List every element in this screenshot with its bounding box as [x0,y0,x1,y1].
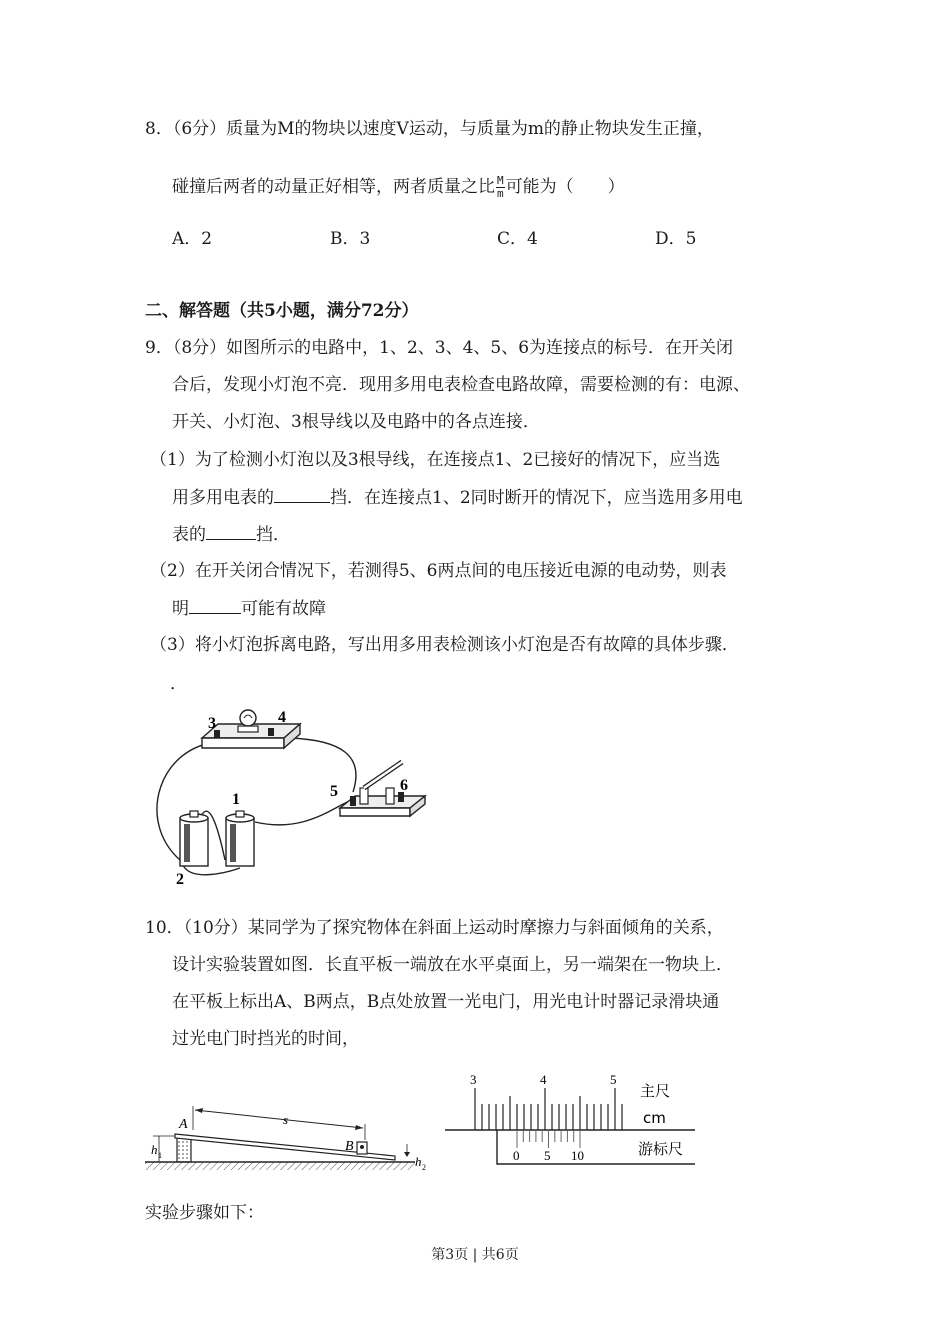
q10-line2: 设计实验装置如图．长直平板一端放在水平桌面上，另一端架在一物块上． [172,955,733,975]
incline-label-s: s [283,1112,289,1127]
main-tick-4: 4 [540,1072,547,1087]
q9-line2: 合后，发现小灯泡不亮．现用多用电表检查电路故障，需要检测的有：电源、 [172,375,750,395]
vernier-tick-0: 0 [513,1148,520,1163]
q9-line1: 9．（8分）如图所示的电路中，1、2、3、4、5、6为连接点的标号．在开关闭 [145,338,734,358]
q9-part1-line3-a: 表的 [172,525,206,545]
label-1: 1 [232,791,240,808]
answer-blank [206,523,256,540]
incline-label-h1-sub: 1 [158,1151,162,1160]
mass-ratio-fraction [496,175,505,200]
incline-label-a: A [179,1117,188,1132]
q9-part1-line2-b: 挡．在连接点1、2同时断开的情况下，应当选用多用电 [330,488,743,508]
q9-line3: 开关、小灯泡、3根导线以及电路中的各点连接． [172,412,540,432]
q8-line2-text-b: 可能为（ ） [505,177,625,197]
q8-line2 [172,175,625,200]
q9-part1-line3 [172,523,290,546]
label-4: 4 [278,709,286,726]
main-scale-label: 主尺 [640,1082,671,1100]
main-tick-3: 3 [470,1072,477,1087]
q9-part2-line2-a: 明 [172,599,189,619]
q9-part2-line1: （2）在开关闭合情况下，若测得5、6两点间的电压接近电源的电动势，则表 [150,561,727,581]
q9-part1-line1: （1）为了检测小灯泡以及3根导线，在连接点1、2已接好的情况下，应当选 [150,450,721,470]
q8-option-c: C．4 [497,229,538,249]
q8-line2-text-a: 碰撞后两者的动量正好相等，两者质量之比 [172,177,495,197]
q9-part1-line2-a: 用多用电表的 [172,488,274,508]
label-5: 5 [330,783,338,800]
fraction-numerator: M [497,174,504,187]
q9-part2-line2 [172,597,326,620]
incline-diagram [145,1100,440,1180]
q8-option-d: D．5 [655,229,697,249]
q8-line1: 8．（6分）质量为M的物块以速度V运动，与质量为m的静止物块发生正撞， [145,119,714,139]
q10-line1: 10．（10分）某同学为了探究物体在斜面上运动时摩擦力与斜面倾角的关系， [145,918,724,938]
incline-label-b: B [345,1139,354,1154]
answer-blank [189,597,241,614]
q9-part1-line2 [172,486,743,509]
vernier-caliper-diagram [445,1068,705,1173]
vernier-scale-ticks [517,1130,580,1148]
q10-line4: 过光电门时挡光的时间， [172,1029,359,1049]
main-tick-5: 5 [610,1072,617,1087]
label-3: 3 [208,715,216,732]
section-heading: 二、解答题（共5小题，满分72分） [145,301,419,321]
incline-label-h1: h [151,1142,158,1157]
label-6: 6 [400,777,408,794]
answer-blank [274,486,330,503]
q9-part2-line2-b: 可能有故障 [241,599,326,619]
q9-part3-line1: （3）将小灯泡拆离电路，写出用多用表检测该小灯泡是否有故障的具体步骤． [150,635,739,655]
main-scale-ticks [475,1088,622,1130]
q8-option-b: B．3 [330,229,371,249]
q8-option-a: A．2 [172,229,213,249]
q10-line3: 在平板上标出A、B两点，B点处放置一光电门，用光电计时器记录滑块通 [172,992,720,1012]
vernier-tick-5: 5 [544,1148,551,1163]
q9-part1-line3-b: 挡． [256,525,290,545]
incline-label-h2-sub: 2 [422,1163,426,1172]
vernier-scale-label: 游标尺 [638,1140,684,1158]
steps-intro: 实验步骤如下： [145,1203,264,1223]
incline-label-h2: h [415,1154,422,1169]
circuit-diagram [140,700,440,890]
q9-part3-line2: ． [170,674,187,694]
unit-label: cm [643,1109,666,1127]
vernier-tick-10: 10 [571,1148,584,1163]
fraction-denominator: m [497,187,504,200]
label-2: 2 [176,871,184,888]
page-footer: 第3页 | 共6页 [431,1247,519,1263]
